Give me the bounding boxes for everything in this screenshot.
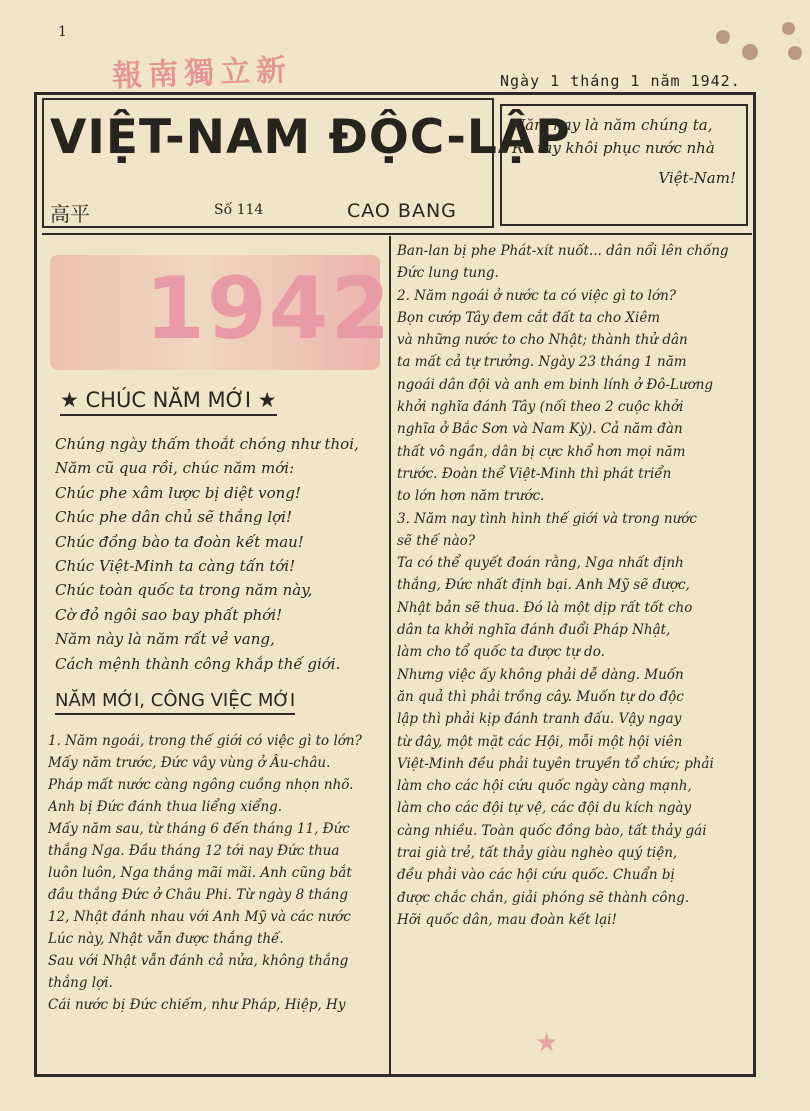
article-line: to lớn hơn năm trước.	[397, 488, 545, 505]
article-line: trai già trẻ, tất thảy giàu nghèo quý tiện,	[397, 845, 678, 862]
motto-signature: Việt-Nam!	[658, 168, 736, 187]
article-line: Lúc này, Nhật vẫn được thắng thế.	[48, 931, 284, 947]
poem-line: Chúc toàn quốc ta trong năm này,	[55, 581, 313, 600]
article-line: Pháp mất nước càng ngông cuồng nhọn nhõ.	[48, 777, 354, 793]
article-line: Mấy năm trước, Đức vây vùng ở Âu-châu.	[48, 755, 331, 771]
article-line: nghĩa ở Bắc Sơn và Nam Kỳ). Cả năm đàn	[397, 421, 683, 438]
article-line: từ đây, một mặt các Hội, mỗi một hội viên	[397, 733, 683, 750]
article-line: lập thì phải kịp đánh tranh đấu. Vậy ngay	[397, 711, 682, 728]
place-name: CAO BANG	[347, 200, 457, 222]
ink-stain	[742, 44, 758, 60]
issue-number: Số 114	[214, 202, 264, 218]
poem-line: Chúng ngày thấm thoắt chóng như thoi,	[55, 435, 359, 453]
article-line: 3. Năm nay tình hình thế giới và trong nước	[397, 510, 697, 527]
red-seal-stamp: 報南獨立新	[111, 52, 293, 95]
article-line: dân ta khởi nghĩa đánh đuổi Pháp Nhật,	[397, 622, 671, 639]
article-line: Đức lung tung.	[397, 265, 499, 282]
article-line: Mấy năm sau, từ tháng 6 đến tháng 11, Đức	[48, 821, 350, 837]
article-line: Ta có thể quyết đoán rằng, Nga nhất định	[397, 555, 684, 572]
poem-line: Năm này là năm rất vẻ vang,	[55, 630, 275, 649]
article-line: đầu thắng Đức ở Châu Phi. Từ ngày 8 tháng	[48, 887, 348, 903]
article-line: ăn quả thì phải trồng cây. Muốn tự do độc	[397, 688, 684, 705]
article-line: luôn luôn, Nga thắng mãi mãi. Anh cũng bắt	[48, 865, 352, 881]
poem-line: Cờ đỏ ngôi sao bay phất phới!	[55, 605, 283, 624]
article-line: Cái nước bị Đức chiếm, như Pháp, Hiệp, Hy	[48, 997, 346, 1013]
article-line: Nhật bản sẽ thua. Đó là một dịp rất tốt cho	[397, 599, 693, 616]
motto-line: Năm nay là năm chúng ta,	[512, 116, 713, 134]
article-line: làm cho các đội tự vệ, các đội du kích ngày	[397, 800, 692, 817]
motto-box	[500, 104, 748, 226]
newspaper-title: VIỆT-NAM ĐỘC-LẬP	[50, 110, 571, 165]
article-line: được chắc chắn, giải phóng sẽ thành công.	[397, 889, 690, 906]
new-year-poem	[55, 432, 385, 676]
article-line: 2. Năm ngoái ở nước ta có việc gì to lớn?	[397, 287, 677, 304]
article-left-column	[48, 730, 386, 1016]
page-number: 1	[58, 24, 67, 40]
article-line: thắng, Đức nhất định bại. Anh Mỹ sẽ được,	[397, 577, 690, 594]
poem-line: Chúc phe xâm lược bị diệt vong!	[55, 483, 301, 502]
article-line: Sau với Nhật vẫn đánh cả nửa, không thắng	[48, 953, 349, 969]
dateline: Ngày 1 tháng 1 năm 1942.	[500, 72, 741, 90]
column-divider	[389, 236, 391, 1076]
article-line: trước. Đoàn thể Việt-Minh thì phát triển	[397, 465, 672, 482]
article-line: làm cho tổ quốc ta được tự do.	[397, 644, 605, 661]
ink-stain	[788, 46, 802, 60]
motto-line: Ra tay khôi phục nước nhà	[512, 139, 715, 158]
article-line: thắng lợi.	[48, 975, 113, 991]
article-line: 12, Nhật đánh nhau với Anh Mỹ và các nước	[48, 909, 351, 925]
header-divider	[42, 233, 752, 235]
poem-line: Chúc Việt-Minh ta càng tấn tới!	[55, 557, 296, 576]
article-right-column	[397, 240, 749, 931]
article-line: thất vô ngần, dân bị cực khổ hơn mọi năm	[397, 443, 686, 460]
article-line: khởi nghĩa đánh Tây (nối theo 2 cuộc khởi	[397, 399, 684, 416]
article-line: ngoái dân đội và anh em binh lính ở Đô-Lương	[397, 376, 714, 393]
article-line: ta mất cả tự trưởng. Ngày 23 tháng 1 năm	[397, 354, 687, 371]
article-line: Bọn cướp Tây đem cắt đất ta cho Xiêm	[397, 309, 661, 326]
article-line: Nhưng việc ấy không phải dễ dàng. Muốn	[397, 666, 684, 683]
article-line: Việt-Minh đều phải tuyên truyền tổ chức; phải	[397, 755, 714, 772]
poem-line: Năm cũ qua rồi, chúc năm mới:	[55, 459, 295, 478]
article-line: thắng Nga. Đầu tháng 12 tới nay Đức thua	[48, 843, 340, 859]
article-line: càng nhiều. Toàn quốc đồng bào, tất thảy gái	[397, 822, 707, 839]
section-title-new-year-work: NĂM MỚI, CÔNG VIỆC MỚI	[55, 690, 295, 715]
article-line: 1. Năm ngoái, trong thế giới có việc gì to lớn?	[48, 733, 362, 749]
article-line: Hỡi quốc dân, mau đoàn kết lại!	[397, 911, 617, 928]
article-line: sẽ thế nào?	[397, 532, 476, 549]
ink-stain	[716, 30, 730, 44]
poem-line: Chúc phe dân chủ sẽ thắng lợi!	[55, 508, 292, 527]
banner-year: 1942	[145, 259, 393, 359]
star-stamp-icon: ★	[535, 1028, 559, 1058]
poem-line: Chúc đồng bào ta đoàn kết mau!	[55, 532, 304, 551]
article-line: và những nước to cho Nhật; thành thử dân	[397, 332, 688, 349]
article-line: Ban-lan bị phe Phát-xít nuốt... dân nổi lên chống	[397, 243, 729, 259]
section-title-new-year-wishes: ★ CHÚC NĂM MỚI ★	[60, 388, 277, 416]
poem-line: Cách mệnh thành công khắp thế giới.	[55, 654, 341, 673]
article-line: đều phải vào các hội cứu quốc. Chuẩn bị	[397, 867, 675, 884]
article-line: làm cho các hội cứu quốc ngày càng mạnh,	[397, 778, 692, 795]
article-line: Anh bị Đức đánh thua liểng xiểng.	[48, 799, 283, 815]
ink-stain	[782, 22, 795, 35]
chinese-place-name: 高平	[50, 202, 90, 226]
flag-banner	[50, 255, 393, 370]
